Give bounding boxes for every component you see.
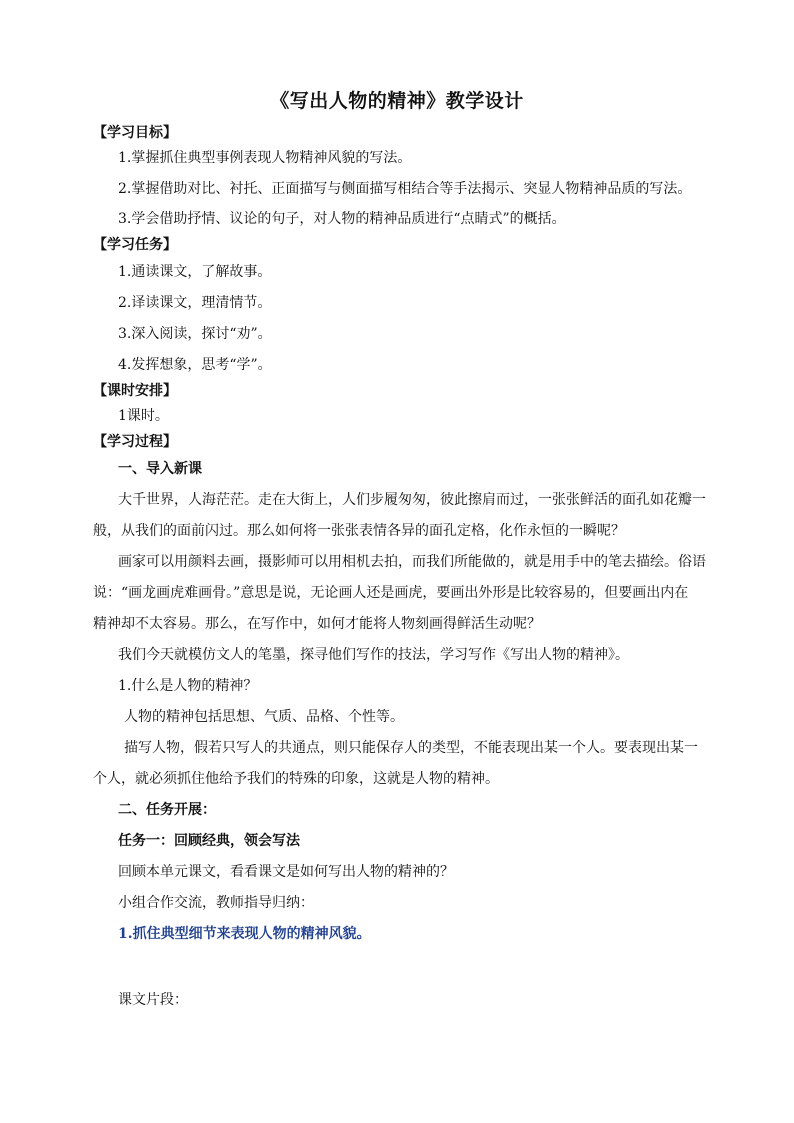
task1-line-2: 小组合作交流，教师指导归纳： (118, 895, 314, 911)
paragraph-1-line-2: 般，从我们的面前闪过。那么如何将一张张表情各异的面孔定格，化作永恒的一瞬呢？ (93, 523, 625, 539)
goal-item-2: 2.掌握借助对比、衬托、正面描写与侧面描写相结合等手法揭示、突显人物精神品质的写法。 (118, 181, 692, 197)
paragraph-1-line-1: 大千世界，人海茫茫。走在大街上，人们步履匆匆，彼此擦肩而过，一张张鲜活的面孔如花瓣一 (118, 492, 706, 508)
goal-item-3: 3.学会借助抒情、议论的句子，对人物的精神品质进行“点睛式”的概括。 (118, 211, 566, 227)
paragraph-4-line-2: 个人，就必须抓住他给予我们的特殊的印象，这就是人物的精神。 (93, 771, 499, 787)
answer-1: 人物的精神包括思想、气质、品格、个性等。 (124, 709, 404, 725)
question-1: 1.什么是人物的精神？ (118, 678, 258, 694)
paragraph-2-line-1: 画家可以用颜料去画，摄影师可以用相机去拍，而我们所能做的，就是用手中的笔去描绘。俗语 (118, 554, 706, 570)
task1-title: 任务一：回顾经典，领会写法 (118, 833, 300, 849)
task1-line-1: 回顾本单元课文，看看课文是如何写出人物的精神的？ (118, 864, 454, 880)
paragraph-2-line-2: 说：“画龙画虎难画骨。”意思是说，无论画人还是画虎，要画出外形是比较容易的，但要画出内在 (93, 585, 689, 601)
document-title: 《写出人物的精神》教学设计 (270, 90, 524, 112)
goal-item-1: 1.掌握抓住典型事例表现人物精神风貌的写法。 (118, 150, 412, 166)
goals-heading: 【学习目标】 (93, 125, 177, 141)
part2-title: 二、任务开展： (118, 802, 216, 818)
schedule-text: 1课时。 (118, 408, 169, 424)
schedule-heading: 【课时安排】 (93, 383, 177, 399)
task-item-1: 1.通读课文，了解故事。 (118, 264, 272, 280)
process-heading: 【学习过程】 (93, 434, 177, 450)
paragraph-4-line-1: 描写人物，假若只写人的共通点，则只能保存人的类型，不能表现出某一个人。要表现出某一 (124, 740, 698, 756)
task-item-4: 4.发挥想象，思考“学”。 (118, 357, 272, 373)
task-item-3: 3.深入阅读，探讨“劝”。 (118, 326, 272, 342)
paragraph-3: 我们今天就模仿文人的笔墨，探寻他们写作的技法，学习写作《写出人物的精神》。 (118, 647, 629, 663)
part1-title: 一、导入新课 (118, 461, 202, 477)
tasks-heading: 【学习任务】 (93, 237, 177, 253)
excerpt-label: 课文片段： (118, 992, 188, 1008)
task-item-2: 2.译读课文，理清情节。 (118, 295, 272, 311)
point-1: 1.抓住典型细节来表现人物的精神风貌。 (118, 926, 371, 942)
paragraph-2-line-3: 精神却不太容易。那么，在写作中，如何才能将人物刻画得鲜活生动呢？ (93, 616, 541, 632)
